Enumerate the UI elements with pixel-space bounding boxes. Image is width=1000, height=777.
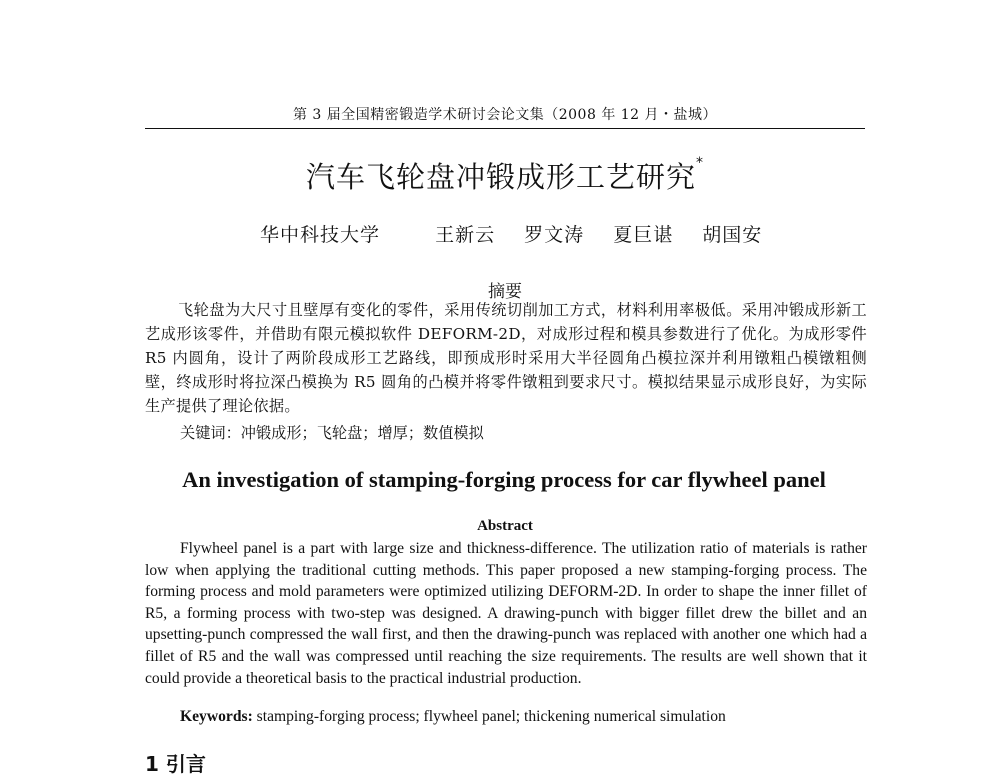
keywords-cn [180,422,860,443]
author-name: 罗文涛 [524,224,585,246]
keywords-cn-label: 关键词： [180,424,241,442]
author-line [260,220,780,247]
keywords-en-label: Keywords: [180,708,253,725]
keywords-en-list: stamping-forging process; flywheel panel; thickening numerical simulation [256,708,726,725]
affiliation: 华中科技大学 [260,224,381,246]
title-footnote-mark: * [696,155,704,171]
abstract-cn-body: 飞轮盘为大尺寸且壁厚有变化的零件，采用传统切削加工方式，材料利用率极低。采用冲锻成形新工艺成形该零件，并借助有限元模拟软件 DEFORM-2D，对成形过程和模具参数进行了优化。为成形零件 R5 内圆角，设计了两阶段成形工艺路线，即预成形时采用大半径圆角凸模拉深并利用镦粗凸模镦粗侧壁，终成形时将拉深凸模换为 R5 圆角的凸模并将零件镦粗到要求尺寸。模拟结果显示成形良好，为实际生产提供了理论依据。 [145,301,867,415]
paper-title-cn-text: 汽车飞轮盘冲锻成形工艺研究 [305,160,696,194]
abstract-en-body: Flywheel panel is a part with large size and thickness-difference. The utilization ratio of materials is rather low when applying the traditional cutting methods. This paper proposed a new stamping-forging process. The forming process and mold parameters were optimized utilizing DEFORM-2D. In order to shape the inner fillet of R5, a forming process with two-step was designed. A drawing-punch with bigger fillet drew the billet and an upsetting-punch compressed the wall first, and then the drawing-punch was replaced with another one which had a fillet of R5 and the wall was compressed until reaching the size requirements. The results are well shown that it could provide a theoretical basis to the practical industrial production. [145,540,867,687]
keywords-en [180,708,870,726]
paper-title-cn [140,155,870,196]
paper-title-en: An investigation of stamping-forging process for car flywheel panel [182,467,826,492]
author-name: 王新云 [435,224,496,246]
keywords-cn-list: 冲锻成形；飞轮盘；增厚；数值模拟 [240,424,484,442]
section-heading: 1 引言 [145,752,206,776]
author-name: 胡国安 [702,224,763,246]
author-name: 夏巨谌 [613,224,674,246]
abstract-cn-heading: 摘要 [488,282,522,302]
abstract-en-heading: Abstract [477,518,533,534]
running-head: 第 3 届全国精密锻造学术研讨会论文集（2008 年 12 月・盐城） [145,104,865,129]
